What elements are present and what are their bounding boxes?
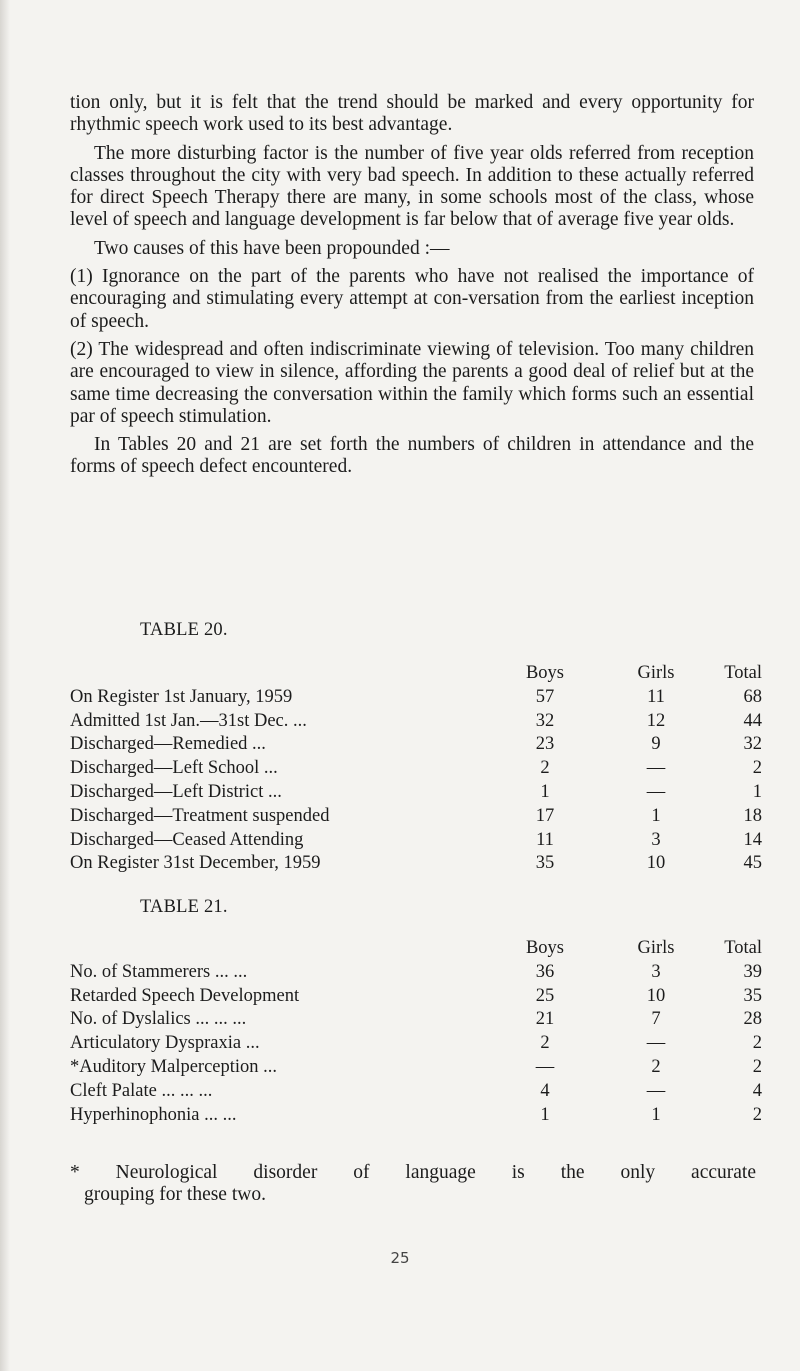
row-boys: 2	[540, 758, 550, 779]
row-total: 2	[752, 1056, 762, 1077]
row-boys: 17	[535, 805, 555, 826]
table21	[70, 938, 760, 1128]
row-boys: 2	[540, 1033, 550, 1054]
table21-header-girls: Girls	[637, 938, 675, 958]
table21-header-row	[70, 938, 760, 962]
row-total: 32	[743, 734, 762, 755]
row-label: On Register 31st December, 1959	[70, 853, 321, 874]
paragraph-3: Two causes of this have been propounded :—	[94, 237, 450, 259]
table-row	[70, 782, 760, 806]
row-boys: 25	[535, 985, 555, 1006]
footnote-line-2: grouping for these two.	[84, 1184, 266, 1206]
table-row	[70, 687, 760, 711]
row-label: Discharged—Remedied ...	[70, 734, 266, 755]
table20-title: TABLE 20.	[140, 620, 228, 640]
row-total: 2	[752, 758, 762, 779]
table21-header-boys: Boys	[525, 938, 565, 958]
row-total: 44	[743, 710, 762, 731]
row-total: 2	[752, 1033, 762, 1054]
row-girls: 7	[651, 1009, 661, 1030]
table-row	[70, 758, 760, 782]
row-boys: 36	[535, 961, 555, 982]
table21-title: TABLE 21.	[140, 897, 228, 917]
row-boys: —	[535, 1056, 555, 1077]
row-girls: —	[646, 781, 666, 802]
row-girls: 12	[646, 710, 666, 731]
row-girls: 10	[646, 985, 666, 1006]
row-label: *Auditory Malperception ...	[70, 1056, 278, 1077]
table-row	[70, 1009, 760, 1033]
table-row	[70, 1081, 760, 1105]
row-boys: 35	[535, 853, 555, 874]
table20-header-boys: Boys	[525, 663, 565, 683]
row-label: No. of Stammerers ... ...	[70, 961, 248, 982]
paragraph-5: (2) The widespread and often indiscriminate viewing of television. Too many children are encouraged to view in silence, affording the parents a good deal of relief but at the same time decreasing the conversation within the family which forms such an essential par of speech stimulation.	[70, 338, 754, 427]
row-label: Retarded Speech Development	[70, 985, 300, 1006]
row-label: On Register 1st January, 1959	[70, 686, 293, 707]
row-total: 39	[743, 961, 762, 982]
row-label: No. of Dyslalics ... ... ...	[70, 1009, 247, 1030]
row-boys: 1	[540, 1104, 550, 1125]
table-row	[70, 734, 760, 758]
table20-header-row	[70, 663, 760, 687]
table-row	[70, 830, 760, 854]
row-girls: 9	[651, 734, 661, 755]
row-label: Admitted 1st Jan.—31st Dec. ...	[70, 710, 307, 731]
row-girls: 3	[651, 961, 661, 982]
row-total: 28	[743, 1009, 762, 1030]
row-boys: 32	[535, 710, 555, 731]
body-text	[70, 92, 754, 485]
row-total: 68	[743, 686, 762, 707]
row-label: Articulatory Dyspraxia ...	[70, 1033, 260, 1054]
table-row	[70, 962, 760, 986]
row-label: Discharged—Treatment suspended	[70, 805, 330, 826]
table-row	[70, 806, 760, 830]
footnote	[70, 1162, 756, 1207]
row-girls: 3	[651, 829, 661, 850]
row-total: 4	[752, 1080, 762, 1101]
row-girls: 2	[651, 1056, 661, 1077]
table21-header-total: Total	[724, 938, 762, 958]
page-edge-shadow	[0, 0, 10, 1371]
table-row	[70, 986, 760, 1010]
table20-header-total: Total	[724, 663, 762, 683]
paragraph-1: tion only, but it is felt that the trend should be marked and every opportunity for rhythmic speech work used to its best advantage.	[70, 92, 754, 136]
table-row	[70, 1057, 760, 1081]
page-number: 25	[390, 1249, 410, 1267]
row-boys: 57	[535, 686, 555, 707]
row-girls: 10	[646, 853, 666, 874]
table-row	[70, 1033, 760, 1057]
footnote-line-1: * Neurological disorder of language is the only accurate	[70, 1162, 756, 1183]
row-total: 35	[743, 985, 762, 1006]
row-boys: 23	[535, 734, 555, 755]
row-girls: —	[646, 758, 666, 779]
table-row	[70, 853, 760, 877]
paragraph-4: (1) Ignorance on the part of the parents who have not realised the importance of encouraging and stimulating every attempt at con-versation from the earliest inception of speech.	[70, 266, 754, 332]
row-boys: 11	[536, 829, 554, 850]
row-girls: —	[646, 1033, 666, 1054]
row-total: 18	[743, 805, 762, 826]
table20	[70, 663, 760, 877]
row-total: 1	[752, 781, 762, 802]
row-boys: 1	[540, 781, 550, 802]
table-row	[70, 1105, 760, 1129]
row-girls: 1	[651, 1104, 661, 1125]
row-boys: 4	[540, 1080, 550, 1101]
row-label: Discharged—Left School ...	[70, 758, 278, 779]
row-total: 2	[752, 1104, 762, 1125]
paragraph-2: The more disturbing factor is the number of five year olds referred from reception classes throughout the city with very bad speech. In addition to these actually referred for direct Speech Therapy there are many, in some schools most of the class, whose level of speech and language development is far below that of average five year olds.	[70, 142, 754, 231]
paragraph-6: In Tables 20 and 21 are set forth the numbers of children in attendance and the forms of speech defect encountered.	[70, 434, 754, 478]
row-boys: 21	[535, 1009, 555, 1030]
row-girls: —	[646, 1080, 666, 1101]
row-total: 14	[743, 829, 762, 850]
table-row	[70, 711, 760, 735]
table20-header-girls: Girls	[637, 663, 675, 683]
row-girls: 1	[651, 805, 661, 826]
row-label: Discharged—Left District ...	[70, 781, 282, 802]
row-label: Cleft Palate ... ... ...	[70, 1080, 213, 1101]
row-girls: 11	[647, 686, 665, 707]
row-label: Hyperhinophonia ... ...	[70, 1104, 237, 1125]
row-label: Discharged—Ceased Attending	[70, 829, 304, 850]
row-total: 45	[743, 853, 762, 874]
